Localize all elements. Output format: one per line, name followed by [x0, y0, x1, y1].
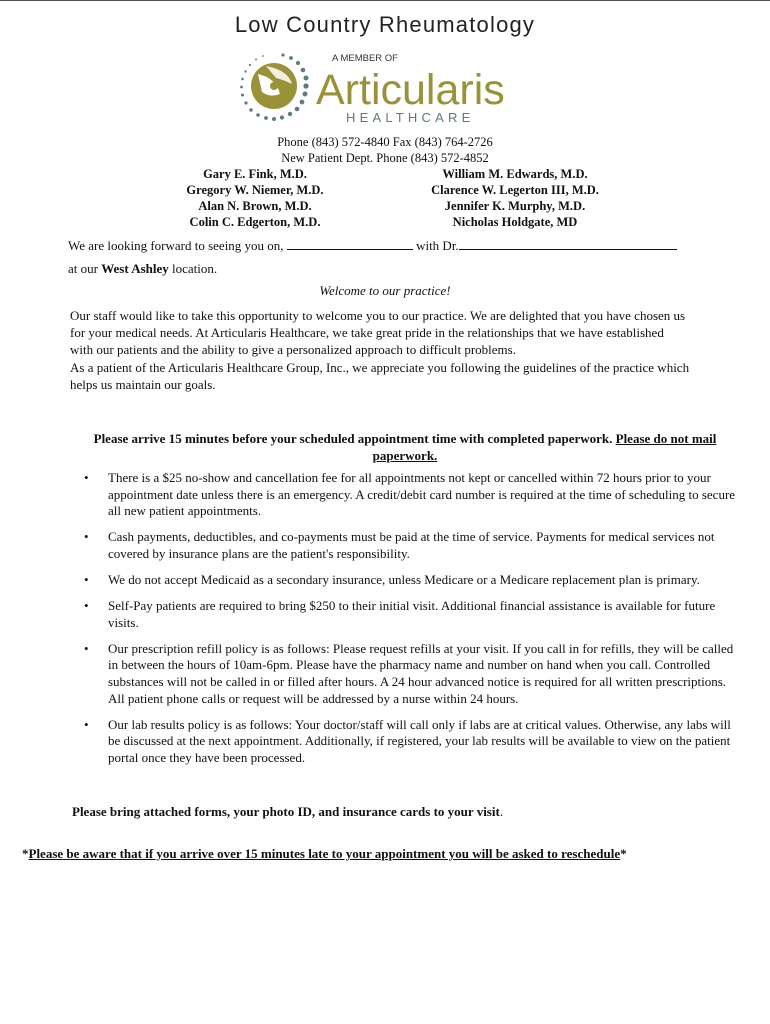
doctor-name: Colin C. Edgerton, M.D.	[189, 215, 321, 229]
policy-text: Self-Pay patients are required to bring $250 to their initial visit. Additional financial assistance is available for future visits.	[108, 598, 716, 630]
articularis-logo	[236, 48, 546, 130]
location-line	[68, 261, 217, 277]
with-dr-label: with Dr.	[416, 238, 459, 253]
appointment-line	[68, 238, 677, 254]
policy-text: There is a $25 no-show and cancellation fee for all appointments not kept or cancelled within 72 hours prior to your appointment date unless there is an emergency. A credit/debit card number is required at the time of scheduling to secure all new patient appointments.	[108, 470, 736, 519]
policy-list	[80, 470, 745, 776]
doctor-name: William M. Edwards, M.D.	[442, 167, 588, 181]
bullet-icon: •	[84, 640, 89, 656]
bullet-icon: •	[84, 529, 89, 545]
arrival-text: Please arrive 15 minutes before your scheduled appointment time with completed paperwork.	[93, 431, 613, 446]
doctor-name: Gregory W. Niemer, M.D.	[186, 183, 324, 197]
late-star-end: *	[620, 846, 627, 861]
doctor-name: Clarence W. Legerton III, M.D.	[431, 183, 599, 197]
doctors-left-column	[170, 166, 340, 230]
mail-paperwork-notice: Please do not mail paperwork.	[372, 431, 717, 463]
doctor-name: Jennifer K. Murphy, M.D.	[444, 199, 586, 213]
doctor-name-blank[interactable]	[459, 238, 677, 250]
late-star: *	[22, 846, 29, 861]
policy-text: We do not accept Medicaid as a secondary insurance, unless Medicare or a Medicare replacement plan is primary.	[108, 571, 700, 587]
welcome-heading: Welcome to our practice!	[319, 283, 451, 298]
new-patient-phone-line: New Patient Dept. Phone (843) 572-4852	[281, 151, 489, 165]
late-text: Please be aware that if you arrive over 15 minutes late to your appointment you will be asked to reschedule	[28, 846, 621, 861]
location-suffix: location.	[172, 261, 218, 276]
location-name: West Ashley	[101, 261, 169, 276]
policy-text: Our lab results policy is as follows: Your doctor/staff will call only if labs are at critical values. Otherwise, any labs will be discussed at the next appointment. Additionally, if registered, your lab results will be available to view on the patient portal once they have been processed.	[108, 716, 731, 765]
page-top-border	[0, 0, 770, 1]
doctor-name: Alan N. Brown, M.D.	[198, 199, 312, 213]
phone-fax-line: Phone (843) 572-4840 Fax (843) 764-2726	[277, 135, 493, 149]
location-prefix: at our	[68, 261, 98, 276]
intro-paragraph: Our staff would like to take this opportunity to welcome you to our practice. We are delighted that you have chosen us for your medical needs. At Articularis Healthcare, we take great pride in the relationships that we have established with our patients and the ability to give a personalized approach to difficult problems.	[70, 308, 686, 358]
bring-items-notice	[72, 804, 503, 820]
list-item	[80, 717, 745, 767]
bullet-icon: •	[84, 571, 89, 587]
logo-member-of: A MEMBER OF	[332, 53, 398, 64]
intro-section	[70, 307, 690, 393]
doctors-right-column	[410, 166, 620, 230]
late-arrival-notice	[22, 845, 722, 862]
policy-text: Cash payments, deductibles, and co-payments must be paid at the time of service. Payments for medical services not covered by insurance plans are the patient's responsibility.	[108, 529, 715, 561]
list-item	[80, 598, 745, 631]
arrival-notice	[60, 430, 750, 464]
bullet-icon: •	[84, 598, 89, 614]
list-item	[80, 529, 745, 562]
policy-text: Our prescription refill policy is as follows: Please request refills at your visit. If you call in for refills, they will be called in between the hours of 10am-6pm. Please have the pharmacy name and number on hand when you call. Controlled substances will not be called in or filled after hours. A 24 hour advanced notice is required for all written prescriptions. All patient phone calls or request will be addressed by a nurse within 24 hours.	[108, 640, 734, 706]
logo-brand-sub: HEALTHCARE	[346, 110, 475, 125]
bring-text: Please bring attached forms, your photo ID, and insurance cards to your visit	[72, 804, 500, 819]
list-item	[80, 572, 745, 589]
appointment-prefix: We are looking forward to seeing you on,	[68, 238, 284, 253]
intro-paragraph: As a patient of the Articularis Healthcare Group, Inc., we appreciate you following the guidelines of the practice which helps us maintain our goals.	[70, 359, 690, 392]
list-item	[80, 641, 745, 707]
bring-period: .	[499, 804, 504, 819]
bullet-icon: •	[84, 716, 89, 732]
logo-emblem-icon	[251, 63, 297, 109]
bullet-icon: •	[84, 470, 89, 485]
doctor-name: Nicholas Holdgate, MD	[452, 215, 578, 229]
practice-title: Low Country Rheumatology	[234, 12, 536, 37]
appointment-date-blank[interactable]	[287, 238, 413, 250]
list-item	[80, 470, 745, 520]
doctor-name: Gary E. Fink, M.D.	[203, 167, 307, 181]
logo-brand-name: Articularis	[316, 66, 505, 114]
